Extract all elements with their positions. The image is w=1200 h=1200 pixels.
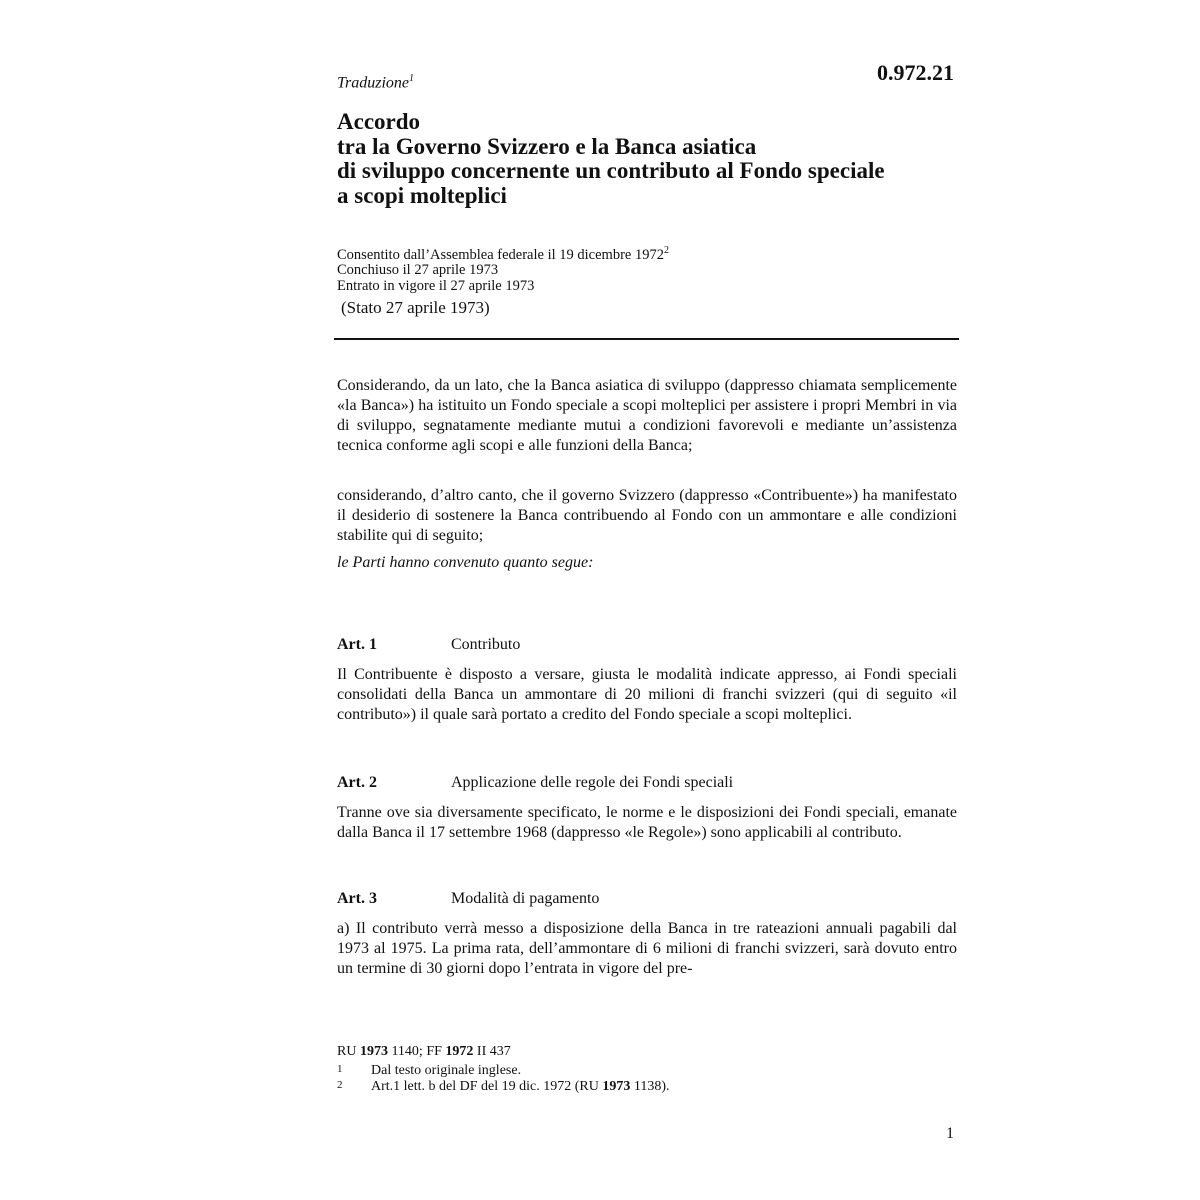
translation-label-text: Traduzione: [337, 74, 410, 92]
article-3-text: a) Il contributo verrà messo a disposizione della Banca in tre rateazioni annuali pagabili dal 1973 al 1975. La prima rata, dell’ammontare di 6 milioni di franchi svizzeri, sarà dovuto entro un termine di 30 giorni dopo l’entrata in vigore del pre-: [337, 920, 957, 977]
in-force-line: Entrato in vigore il 27 aprile 1973: [337, 277, 535, 294]
header-divider: [334, 338, 959, 340]
footnote-ref-1[interactable]: 1: [409, 73, 415, 84]
concluded-line: Conchiuso il 27 aprile 1973: [337, 262, 499, 279]
title-line-4: a scopi molteplici: [337, 182, 507, 208]
article-1-heading: [337, 636, 520, 654]
preamble-paragraph-1: Considerando, da un lato, che la Banca asiatica di sviluppo (dappresso chiamata semplicemente «la Banca») ha istituito un Fondo speciale a scopi molteplici per assistere i propri Membri in via di sviluppo, segnatamente mediante mutui a condizioni favorevoli e mediante un’assistenza tecnica conforme agli scopi e alle funzioni della Banca;: [337, 377, 957, 454]
footnote-ref-2[interactable]: 2: [663, 245, 669, 256]
article-3-title: Modalità di pagamento: [451, 890, 600, 907]
enactment-info: [337, 243, 669, 294]
approval-line: Consentito dall’Assemblea federale il 19 dicembre 1972$^2$: [337, 245, 669, 263]
preamble-conclusion: le Parti hanno convenuto quanto segue:: [337, 554, 594, 571]
article-1-number: Art. 1: [337, 636, 377, 653]
article-2-title: Applicazione delle regole dei Fondi speciali: [451, 774, 734, 791]
sr-number: 0.972.21: [877, 60, 954, 85]
footnotes: [337, 1044, 670, 1094]
page-number: 1: [946, 1125, 954, 1142]
footnote-1: 1 Dal testo originale inglese.: [337, 1063, 522, 1078]
article-2-text: Tranne ove sia diversamente specificato, le norme e le disposizioni dei Fondi speciali, emanate dalla Banca il 17 settembre 1968 (dappresso «le Regole») sono applicabili al contributo.: [337, 804, 957, 841]
article-3-heading: [337, 890, 599, 908]
article-2-heading: [337, 774, 733, 792]
article-3-number: Art. 3: [337, 890, 377, 907]
preamble-paragraph-2: considerando, d’altro canto, che il governo Svizzero (dappresso «Contribuente») ha manifestato il desiderio di sostenere la Banca contribuendo al Fondo con un ammontare e alle condizioni stabilite qui di seguito;: [337, 487, 957, 544]
status-date: (Stato 27 aprile 1973): [341, 298, 490, 317]
article-1-text: Il Contribuente è disposto a versare, giusta le modalità indicate appresso, ai Fondi speciali consolidati della Banca un ammontare di 20 milioni di franchi svizzeri (qui di seguito «il contributo») il quale sarà portato a credito del Fondo speciale a scopi molteplici.: [337, 666, 957, 723]
title-line-2: tra la Governo Svizzero e la Banca asiatica: [337, 133, 757, 159]
title-line-3: di sviluppo concernente un contributo al Fondo speciale: [337, 158, 885, 183]
source-reference: RU 1973 1140; FF 1972 II 437: [337, 1044, 511, 1059]
article-1-title: Contributo: [451, 636, 521, 653]
article-2-number: Art. 2: [337, 774, 377, 791]
footnote-2: 2 Art.1 lett. b del DF del 19 dic. 1972 (RU 1973 1138).: [337, 1079, 670, 1094]
translation-label: [337, 73, 414, 92]
title-line-1: Accordo: [337, 109, 421, 134]
document-title: [337, 110, 885, 208]
